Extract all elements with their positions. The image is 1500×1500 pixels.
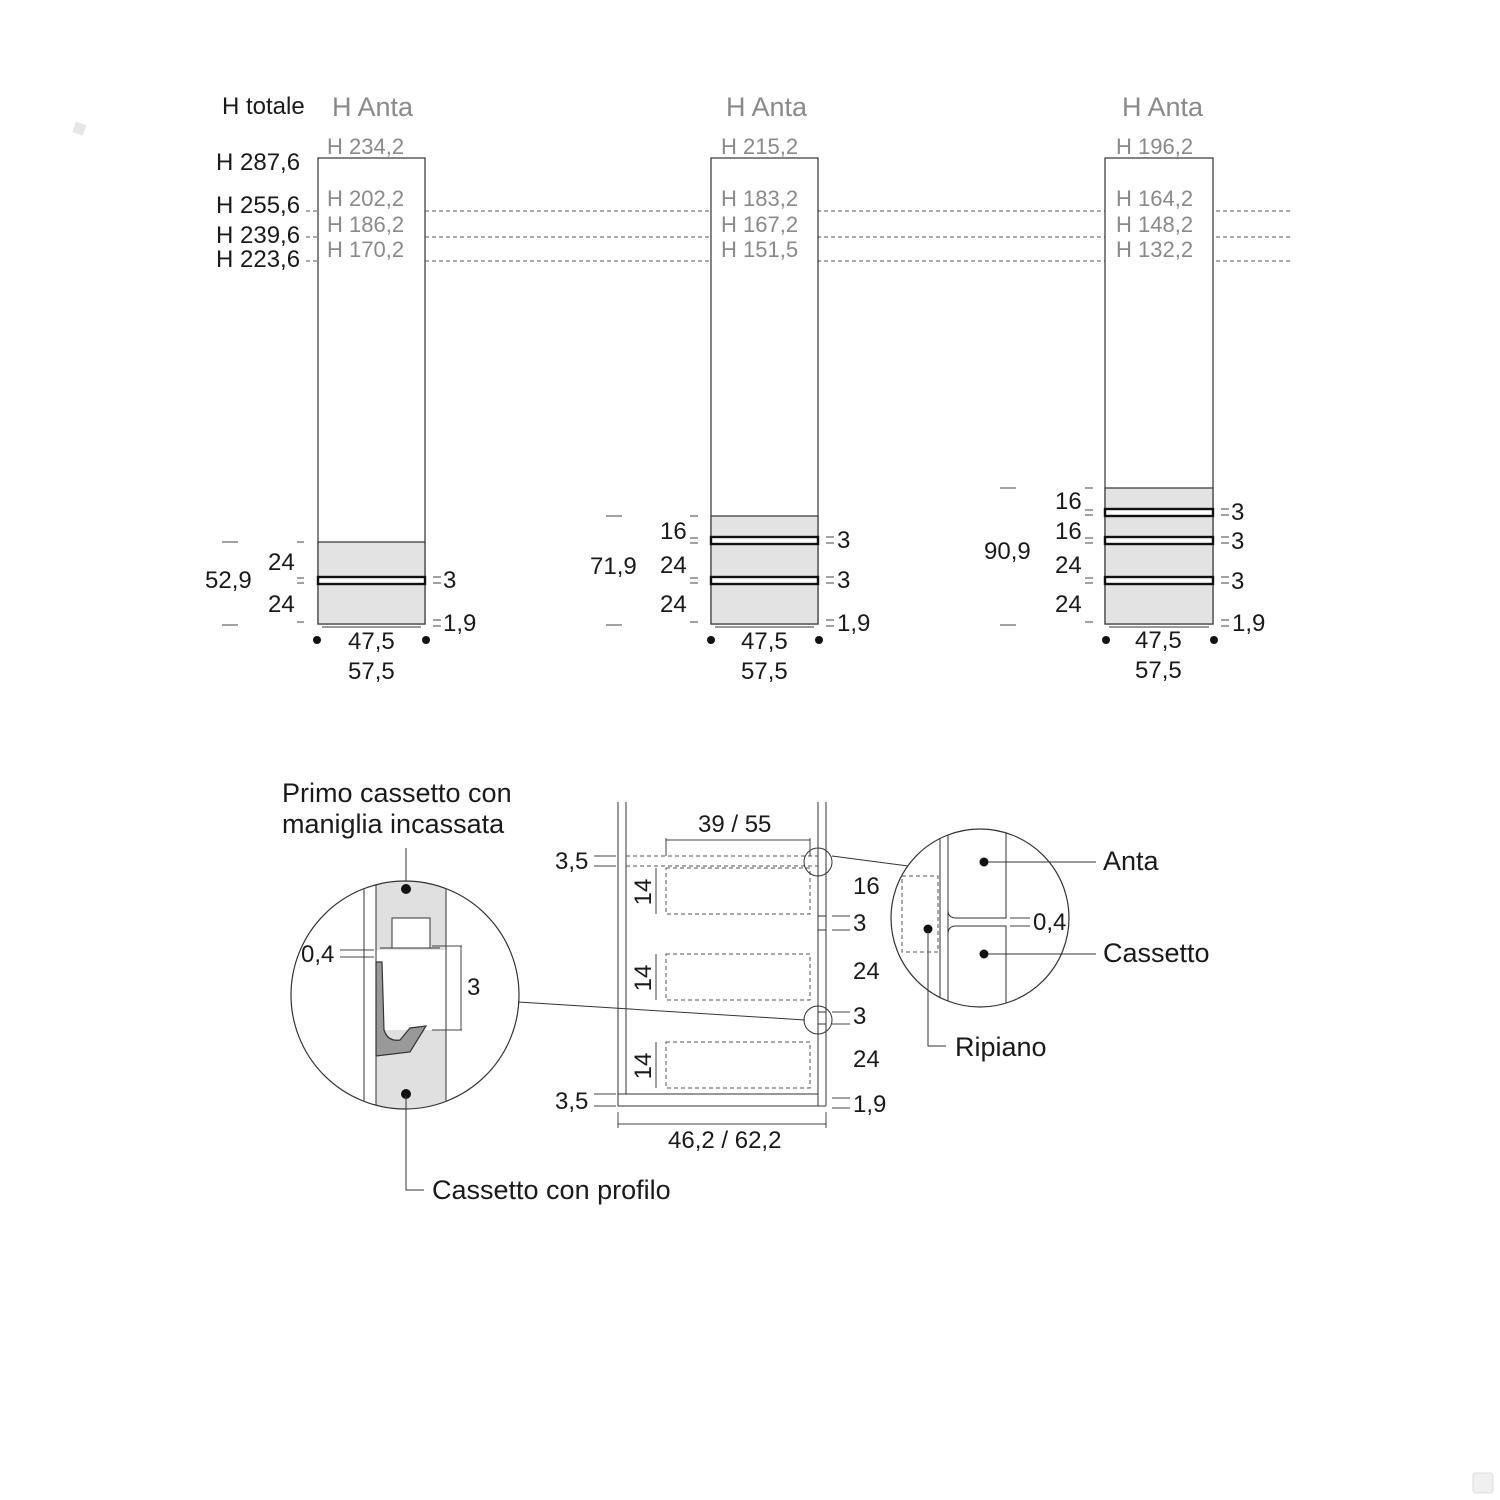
drawer-total-height: 90,9 <box>984 538 1031 565</box>
inner-width: 47,5 <box>741 628 788 655</box>
right-dim: 24 <box>853 1046 880 1073</box>
inner-width: 47,5 <box>348 628 395 655</box>
gap-dim: 3 <box>443 567 457 594</box>
logo-badge <box>1473 1473 1493 1493</box>
gap-dim: 3 <box>837 527 851 554</box>
top-offset-dim: 3,5 <box>555 848 589 875</box>
bottom-width-dim: 46,2 / 62,2 <box>668 1127 782 1154</box>
dot-marker <box>313 636 321 644</box>
maniglia-incassata-label: maniglia incassata <box>282 809 505 839</box>
dot-marker <box>707 636 715 644</box>
h-anta-label-2: H Anta <box>726 92 808 122</box>
total-height-4: H 223,6 <box>216 246 301 273</box>
handle-groove <box>1105 577 1213 584</box>
drawer-height: 24 <box>660 552 687 579</box>
dot-marker <box>815 636 823 644</box>
connector-line <box>518 1002 805 1020</box>
right-dim: 1,9 <box>853 1091 887 1118</box>
ripiano-label: Ripiano <box>955 1032 1047 1062</box>
anta-height: H 132,2 <box>1116 237 1194 262</box>
drawer-inner-dim: 14 <box>630 1052 657 1080</box>
handle-groove <box>1105 509 1213 516</box>
drawer-block <box>711 516 818 624</box>
cabinet-column-3 <box>984 134 1265 684</box>
anta-label: Anta <box>1103 846 1159 876</box>
anta-height: H 167,2 <box>721 212 799 237</box>
depth: 57,5 <box>348 658 395 685</box>
left-gap-dim: 0,4 <box>301 941 335 968</box>
h-anta-label-1: H Anta <box>332 92 414 122</box>
anta-height: H 196,2 <box>1116 134 1194 159</box>
dot-marker <box>1102 636 1110 644</box>
handle-groove <box>711 577 818 584</box>
depth: 57,5 <box>1135 657 1182 684</box>
h-anta-label-3: H Anta <box>1122 92 1204 122</box>
anta-height: H 164,2 <box>1116 186 1194 211</box>
anta-height: H 148,2 <box>1116 212 1194 237</box>
gap-dim: 3 <box>837 567 851 594</box>
drawer-height: 24 <box>268 549 295 576</box>
total-heights <box>216 149 300 273</box>
handle-groove <box>1105 537 1213 544</box>
primo-cassetto-label: Primo cassetto con <box>282 778 512 808</box>
handle-groove <box>318 577 425 584</box>
h-totale-label: H totale <box>222 93 305 120</box>
left-height-dim: 3 <box>467 974 481 1001</box>
connector-line <box>832 856 908 866</box>
handle-detail-magnifier <box>291 870 519 1130</box>
corner-mark <box>72 122 86 136</box>
right-gap-dim: 0,4 <box>1033 909 1067 936</box>
drawer-inner-dim: 14 <box>630 878 657 906</box>
right-dim: 3 <box>853 1003 867 1030</box>
plinth-dim: 1,9 <box>443 610 477 637</box>
gap-dim: 3 <box>1231 499 1245 526</box>
drawer-height: 24 <box>268 591 295 618</box>
anta-height: H 186,2 <box>327 212 405 237</box>
total-height-1: H 287,6 <box>216 149 301 176</box>
handle-groove <box>711 537 818 544</box>
right-dim: 16 <box>853 873 880 900</box>
anta-height: H 170,2 <box>327 237 405 262</box>
leader-line <box>406 1096 424 1190</box>
top-width-dim: 39 / 55 <box>698 811 772 838</box>
drawer-height: 24 <box>1055 591 1082 618</box>
anta-height: H 183,2 <box>721 186 799 211</box>
right-dim: 3 <box>853 910 867 937</box>
cabinet-column-2 <box>590 134 870 685</box>
drawer-inner-dim: 14 <box>630 964 657 992</box>
drawer-height: 16 <box>1055 488 1082 515</box>
anta-height: H 234,2 <box>327 134 405 159</box>
anta-height: H 151,5 <box>721 237 799 262</box>
dot-marker <box>422 636 430 644</box>
cassetto-label: Cassetto <box>1103 938 1210 968</box>
plinth-dim: 1,9 <box>1232 610 1266 637</box>
total-height-2: H 255,6 <box>216 192 301 219</box>
total-height-3: H 239,6 <box>216 222 301 249</box>
dot-marker <box>1210 636 1218 644</box>
drawer-height: 16 <box>1055 518 1082 545</box>
drawer-height: 24 <box>660 591 687 618</box>
depth: 57,5 <box>741 658 788 685</box>
anta-height: H 215,2 <box>721 134 799 159</box>
drawer-height: 16 <box>660 518 687 545</box>
bottom-offset-dim: 3,5 <box>555 1088 589 1115</box>
drawer-total-height: 52,9 <box>205 567 252 594</box>
drawer-height: 24 <box>1055 552 1082 579</box>
gap-dim: 3 <box>1231 568 1245 595</box>
right-dim: 24 <box>853 958 880 985</box>
gap-dim: 3 <box>1231 528 1245 555</box>
drawer-total-height: 71,9 <box>590 553 637 580</box>
anta-height: H 202,2 <box>327 186 405 211</box>
plinth-dim: 1,9 <box>837 610 871 637</box>
inner-width: 47,5 <box>1135 627 1182 654</box>
cassetto-profilo-label: Cassetto con profilo <box>432 1175 671 1205</box>
